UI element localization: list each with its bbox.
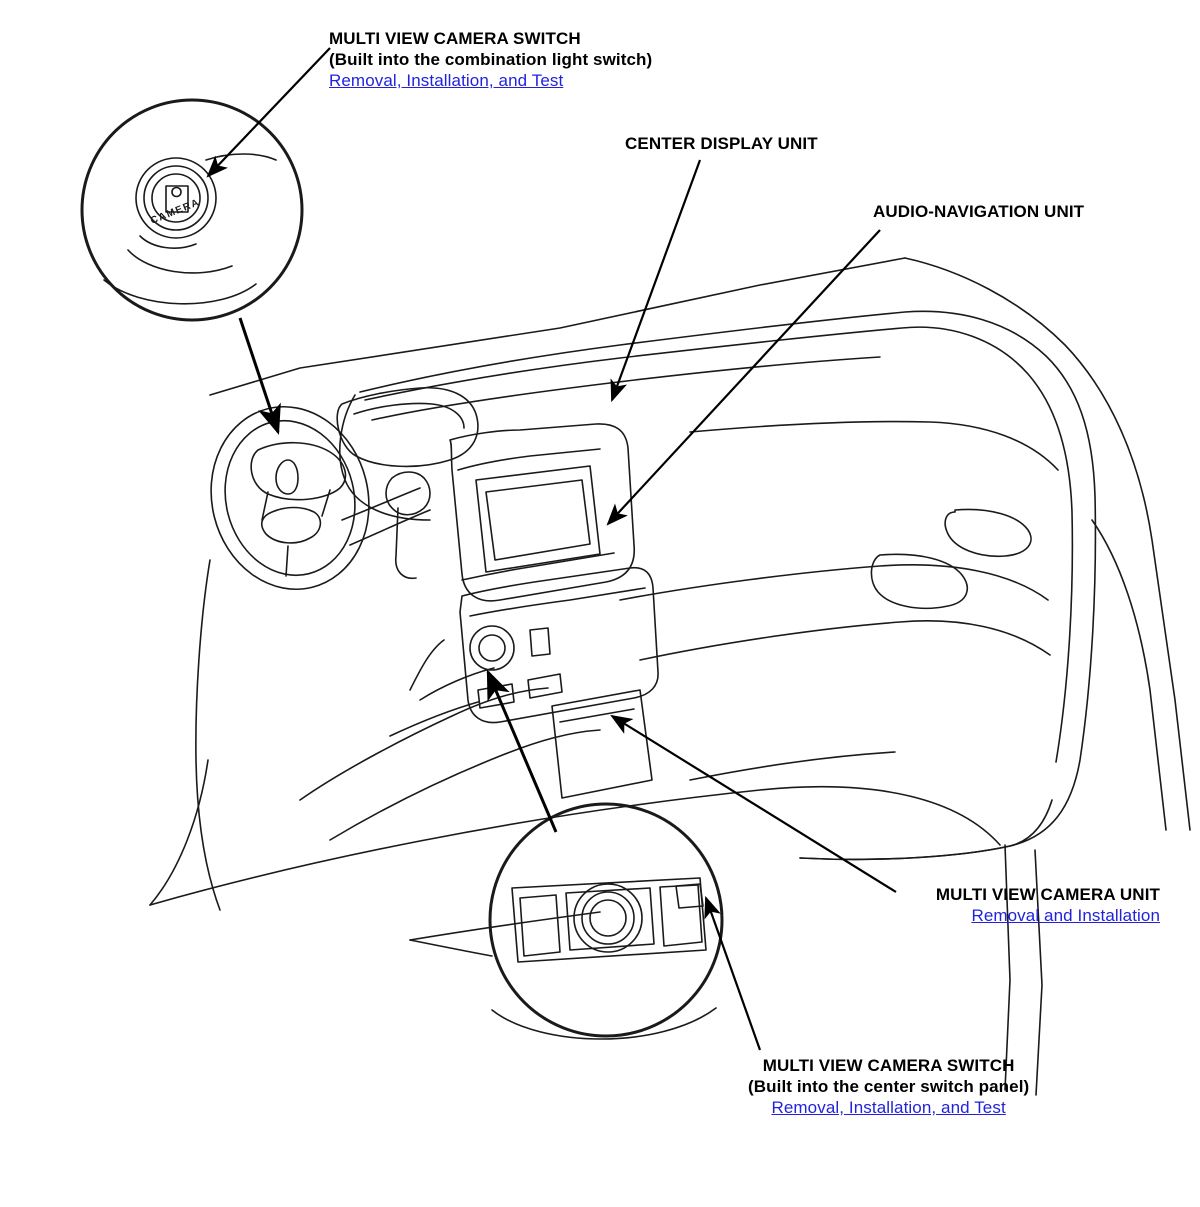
leader-center-display-unit — [612, 160, 700, 400]
callout-link-removal-installation[interactable]: Removal and Installation — [971, 906, 1160, 925]
callout-link-removal-installation-test[interactable]: Removal, Installation, and Test — [329, 71, 564, 90]
leader-detail1-to-vehicle — [240, 318, 278, 432]
callout-multi-view-camera-unit — [600, 884, 1160, 926]
leader-audio-navigation-unit — [608, 230, 880, 524]
callout-title: MULTI VIEW CAMERA SWITCH — [329, 29, 581, 48]
callout-subtitle: (Built into the combination light switch) — [329, 50, 653, 69]
callout-title: MULTI VIEW CAMERA UNIT — [935, 885, 1160, 904]
leader-multi-view-camera-unit — [612, 716, 896, 892]
callout-multi-view-camera-switch-panel — [748, 1055, 1029, 1118]
camera-knob-text: CAMERA — [149, 196, 202, 227]
callout-multi-view-camera-switch-light — [329, 28, 652, 91]
callout-title: MULTI VIEW CAMERA SWITCH — [762, 1056, 1015, 1075]
callout-title: AUDIO-NAVIGATION UNIT — [873, 202, 1085, 221]
callout-center-display-unit — [625, 133, 818, 154]
callout-title: CENTER DISPLAY UNIT — [625, 134, 818, 153]
callout-audio-navigation-unit — [873, 201, 1084, 222]
callout-link-removal-installation-test[interactable]: Removal, Installation, and Test — [771, 1098, 1006, 1117]
callout-subtitle: (Built into the center switch panel) — [748, 1077, 1030, 1096]
leader-detail2-to-vehicle — [488, 672, 556, 832]
